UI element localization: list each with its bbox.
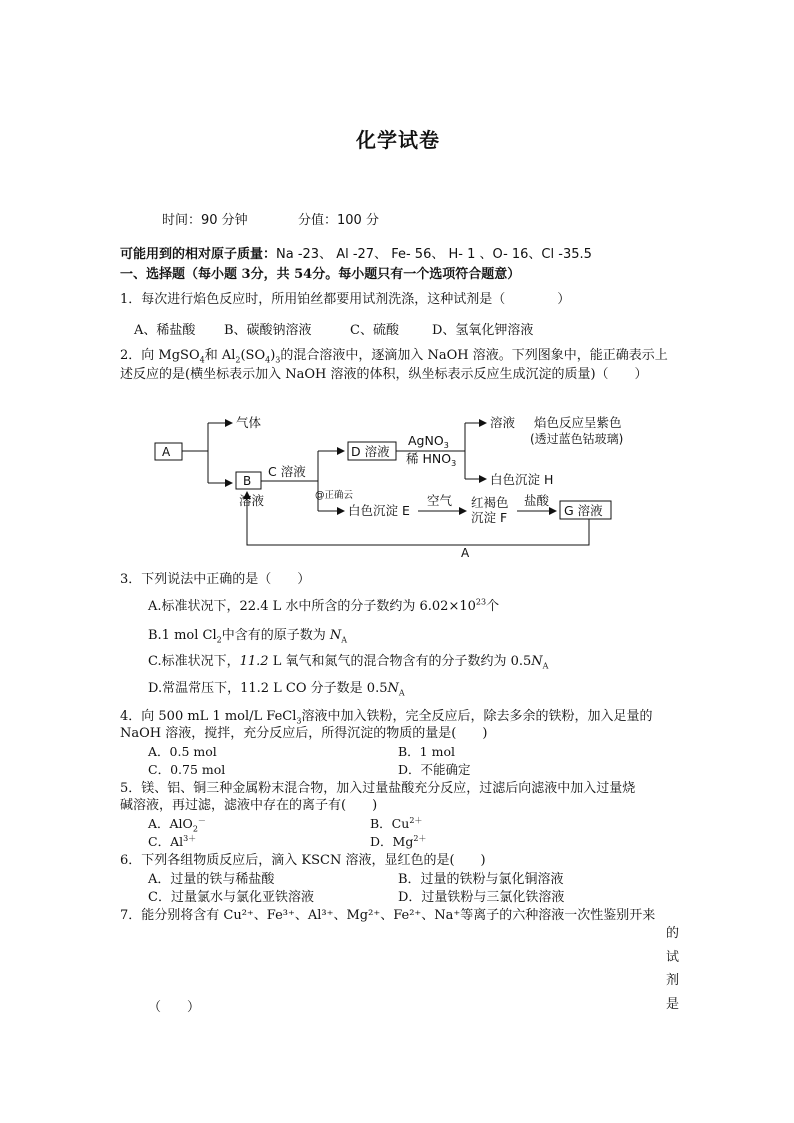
q6-option-c: C．过量氯水与氯化亚铁溶液	[148, 890, 314, 905]
svg-text:气体: 气体	[236, 415, 262, 430]
svg-text:C 溶液: C 溶液	[268, 464, 306, 479]
q4-option-a: A．0.5 mol	[148, 744, 217, 759]
q7-char-4: 是	[666, 997, 680, 1012]
q3-option-d: D.常温常压下，11.2 L CO 分子数是 $0.5N_A$	[148, 681, 405, 698]
q5-option-a: A．AlO$_2$－	[148, 815, 206, 834]
q4-line2: NaOH 溶液，搅拌，充分反应后，所得沉淀的物质的量是( )	[120, 726, 488, 741]
svg-text:@正确云: @正确云	[315, 490, 354, 501]
svg-text:溶液: 溶液	[239, 493, 265, 508]
q1-option-b: B、碳酸钠溶液	[224, 323, 312, 338]
page-title: 化学试卷	[356, 128, 440, 152]
q5-line2: 碱溶液，再过滤，滤液中存在的离子有( )	[120, 798, 378, 813]
q6-option-a: A．过量的铁与稀盐酸	[148, 872, 275, 887]
svg-text:D 溶液: D 溶液	[351, 444, 390, 459]
svg-text:焰色反应呈紫色: 焰色反应呈紫色	[534, 415, 622, 430]
q5-option-c: C．$Al^{3+}$	[148, 833, 197, 849]
q6-option-b: B．过量的铁粉与氯化铜溶液	[398, 872, 564, 887]
svg-text:B: B	[243, 474, 252, 488]
q2-line1: 2．向 MgSO$_4$和 $Al_2(SO_4)_3$的混合溶液中，逐滴加入 NaOH 溶液。下列图象中，能正确表示上	[120, 348, 668, 365]
svg-text:(透过蓝色钴玻璃): (透过蓝色钴玻璃)	[530, 432, 624, 446]
q4-option-c: C．0.75 mol	[148, 762, 226, 777]
q1-option-d: D、氢氧化钾溶液	[432, 323, 534, 338]
q5-option-b: B．$Cu^{2+}$	[370, 815, 423, 831]
svg-text:AgNO3: AgNO$_3$	[408, 433, 449, 450]
q3-stem: 3．下列说法中正确的是（ ）	[120, 572, 311, 587]
svg-text:稀 HNO3: 稀 $HNO_3$	[406, 451, 457, 468]
atomic-masses-label: 可能用到的相对原子质量：	[120, 247, 277, 262]
q6-stem: 6．下列各组物质反应后，滴入 KSCN 溶液，显红色的是( )	[120, 853, 486, 868]
q4-option-b: B．1 mol	[398, 744, 455, 759]
q7-paren: （ ）	[148, 1000, 201, 1015]
q3-option-a: A.标准状况下，22.4 L 水中所含的分子数约为 $6.02\times 10^{23}$个	[148, 597, 500, 614]
q7-char-1: 的	[666, 926, 680, 941]
exam-time: 时间：90 分钟	[162, 213, 248, 228]
svg-text:空气: 空气	[427, 493, 453, 508]
q7-char-2: 试	[666, 950, 680, 965]
svg-text:红褐色: 红褐色	[471, 495, 509, 510]
svg-text:沉淀 F: 沉淀 F	[471, 510, 508, 525]
svg-text:白色沉淀 E: 白色沉淀 E	[348, 503, 410, 518]
q7-char-3: 剂	[666, 973, 680, 988]
svg-text:溶液: 溶液	[490, 415, 516, 430]
q1-stem: 1．每次进行焰色反应时，所用铂丝都要用试剂洗涤，这种试剂是（ ）	[120, 292, 571, 307]
q5-option-d: D．$Mg^{2+}$	[370, 833, 427, 849]
q2-line2: 述反应的是(横坐标表示加入 NaOH 溶液的体积，纵坐标表示反应生成沉淀的质量)（ ）	[120, 367, 648, 382]
q3-option-c: C.标准状况下，11.2 L 氧气和氮气的混合物含有的分子数约为 $0.5N_A$	[148, 654, 549, 671]
svg-text:G 溶液: G 溶液	[564, 503, 603, 518]
svg-text:A: A	[461, 546, 470, 560]
svg-text:白色沉淀 H: 白色沉淀 H	[490, 472, 554, 487]
q6-option-d: D．过量铁粉与三氯化铁溶液	[398, 890, 565, 905]
q1-option-c: C、硫酸	[350, 323, 399, 338]
q4-option-d: D．不能确定	[398, 762, 471, 777]
q3-option-b: B.1 mol $Cl_2$中含有的原子数为 $N_A$	[148, 628, 348, 645]
q5-line1: 5．镁、铝、铜三种金属粉末混合物，加入过量盐酸充分反应，过滤后向滤液中加入过量烧	[120, 781, 636, 796]
q7-stem: 7．能分别将含有 Cu²⁺、Fe³⁺、Al³⁺、Mg²⁺、Fe²⁺、Na⁺等离子的六种溶液一次性鉴别开来	[120, 908, 656, 923]
atomic-masses-values: Na -23、 Al -27、 Fe- 56、 H- 1 、O- 16、Cl -35.5	[276, 247, 592, 262]
svg-text:盐酸: 盐酸	[524, 493, 550, 508]
q1-option-a: A、稀盐酸	[134, 323, 196, 338]
q4-line1: 4．向 500 mL 1 mol/L FeCl$_3$溶液中加入铁粉，完全反应后，除去多余的铁粉，加入足量的	[120, 709, 653, 726]
section-heading: 一、选择题（每小题 3分，共 54分。每小题只有一个选项符合题意）	[120, 267, 521, 282]
exam-score: 分值：100 分	[298, 213, 379, 228]
svg-text:A: A	[162, 445, 171, 459]
